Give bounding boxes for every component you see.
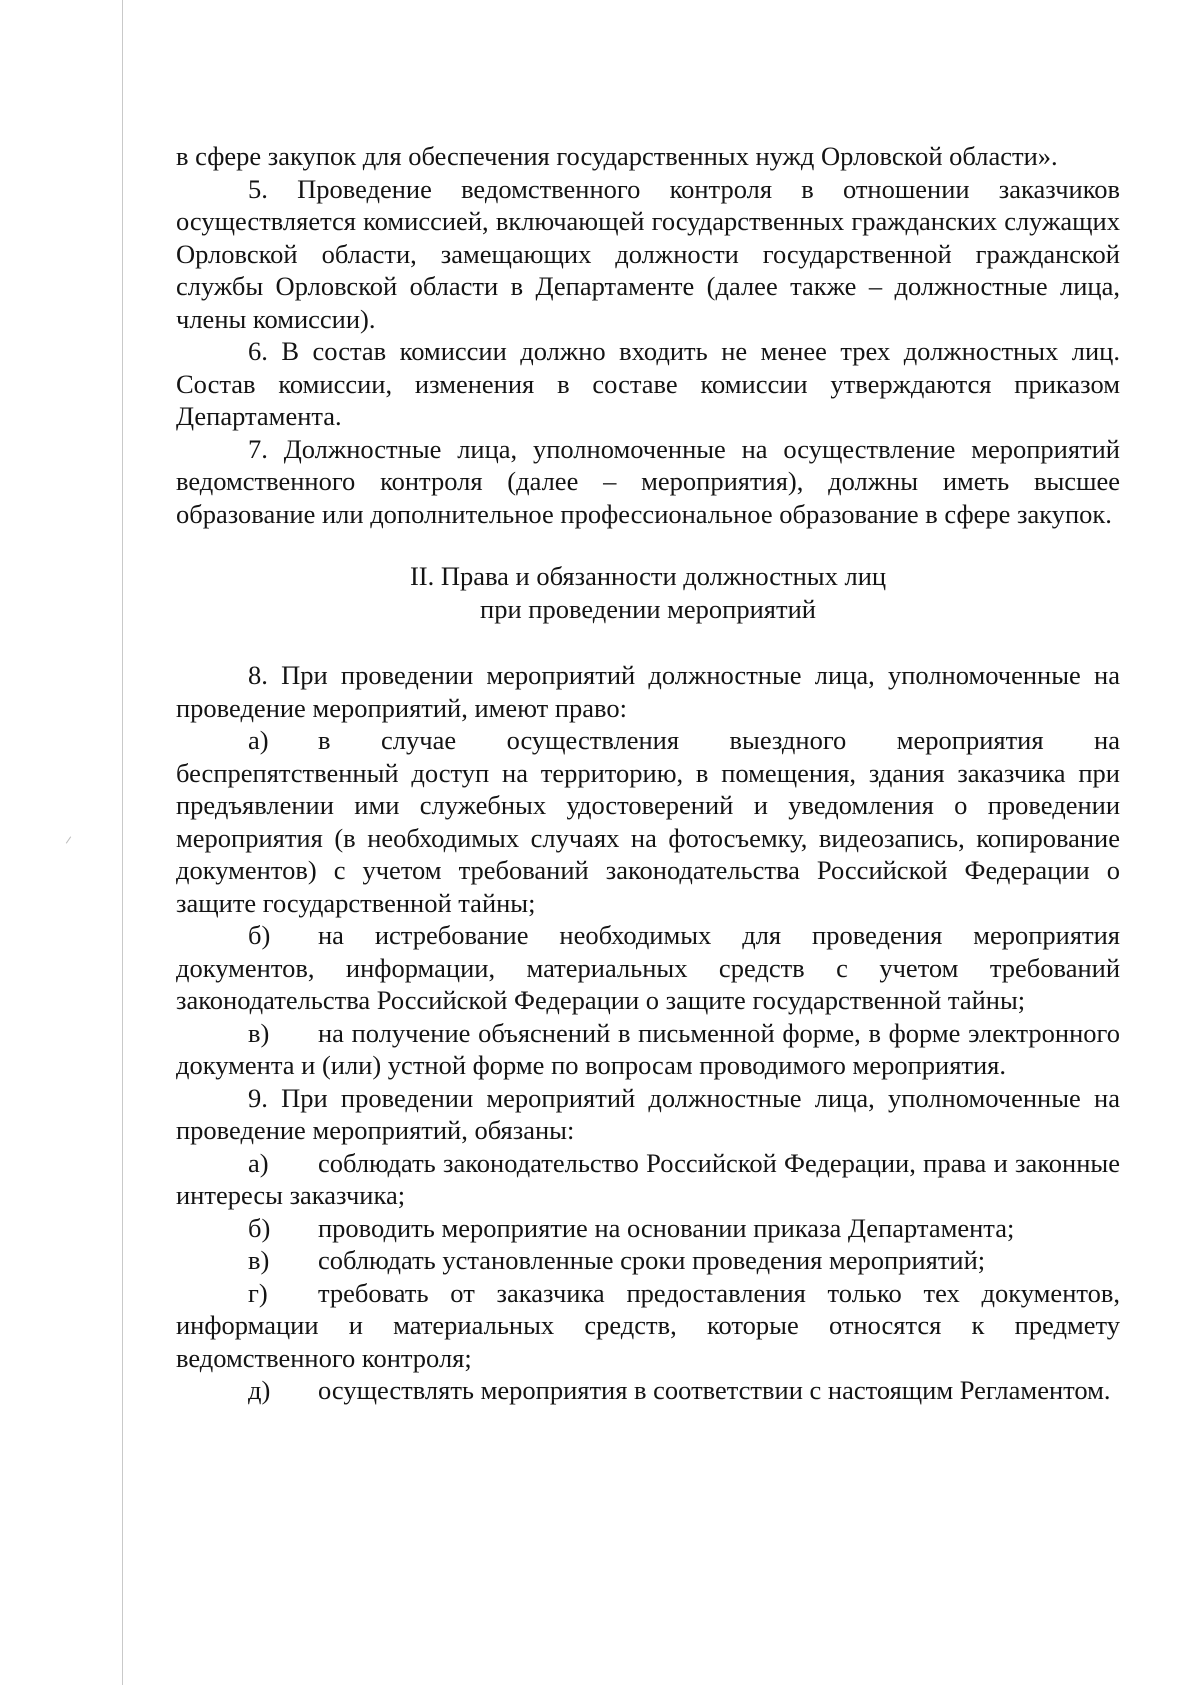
- list-label: г): [248, 1277, 268, 1308]
- document-body: [176, 140, 1120, 1407]
- paragraph-continuation: в сфере закупок для обеспечения государственных нужд Орловской области».: [176, 141, 1058, 171]
- list-item-text: на истребование необходимых для проведения мероприятия документов, информации, материальных средств с учетом требований законодательства Российской Федерации о защите государственной тайны;: [176, 920, 1120, 1015]
- duties-item-b: [176, 1212, 1120, 1245]
- list-label: а): [248, 725, 269, 755]
- rights-item-v: [176, 1017, 1120, 1082]
- paragraph-5: 5. Проведение ведомственного контроля в отношении заказчиков осуществляется комиссией, включающей государственных гражданских служащих Орловской области, замещающих должности государственной гражданской службы Орловской области в Департаменте (далее также – должностные лица, члены комиссии).: [176, 173, 1120, 334]
- duties-item-d: [176, 1374, 1120, 1407]
- list-item-text: осуществлять мероприятия в соответствии с настоящим Регламентом.: [318, 1375, 1111, 1405]
- paragraph-9: 9. При проведении мероприятий должностные лица, уполномоченные на проведение мероприятий, обязаны:: [176, 1082, 1120, 1145]
- list-item-text: соблюдать установленные сроки проведения мероприятий;: [318, 1245, 986, 1275]
- list-label: в): [248, 1245, 270, 1275]
- list-item-text: в случае осуществления выездного мероприятия на беспрепятственный доступ на территорию, в помещения, здания заказчика при предъявлении ими служебных удостоверений и уведомления о проведении мероприятия (в необходимых случаях на фотосъемку, видеозапись, копирование документов) с учетом требований законодательства Российской Федерации о защите государственной тайны;: [176, 725, 1120, 918]
- section-heading-line-2: при проведении мероприятий: [480, 593, 816, 624]
- section-heading-line-1: II. Права и обязанности должностных лиц: [409, 561, 887, 591]
- list-label: д): [248, 1375, 271, 1405]
- duties-item-g: [176, 1277, 1120, 1375]
- list-label: в): [248, 1017, 270, 1048]
- list-label: б): [248, 1212, 271, 1243]
- list-item-text: на получение объяснений в письменной форме, в форме электронного документа и (или) устной форме по вопросам проводимого мероприятия.: [176, 1017, 1120, 1080]
- paragraph-6: 6. В состав комиссии должно входить не менее трех должностных лиц. Состав комиссии, изменения в составе комиссии утверждаются приказом Департамента.: [176, 336, 1120, 431]
- list-item-text: проводить мероприятие на основании приказа Департамента;: [318, 1212, 1015, 1243]
- scan-binding-edge: [122, 0, 123, 1685]
- rights-item-a: [176, 724, 1120, 919]
- list-label: а): [248, 1147, 269, 1178]
- scan-artifact: [66, 836, 71, 843]
- paragraph-7: 7. Должностные лица, уполномоченные на осуществление мероприятий ведомственного контроля (далее – мероприятия), должны иметь высшее образование или дополнительное профессиональное образование в сфере закупок.: [176, 433, 1120, 529]
- list-item-text: требовать от заказчика предоставления только тех документов, информации и материальных средств, которые относятся к предмету ведомственного контроля;: [176, 1277, 1120, 1373]
- list-item-text: соблюдать законодательство Российской Федерации, права и законные интересы заказчика;: [176, 1147, 1120, 1210]
- duties-item-v: [176, 1244, 1120, 1277]
- duties-item-a: [176, 1147, 1120, 1212]
- section-heading: [176, 560, 1120, 625]
- rights-item-b: [176, 919, 1120, 1017]
- paragraph-8: 8. При проведении мероприятий должностные лица, уполномоченные на проведение мероприятий, имеют право:: [176, 660, 1120, 723]
- list-label: б): [248, 920, 271, 950]
